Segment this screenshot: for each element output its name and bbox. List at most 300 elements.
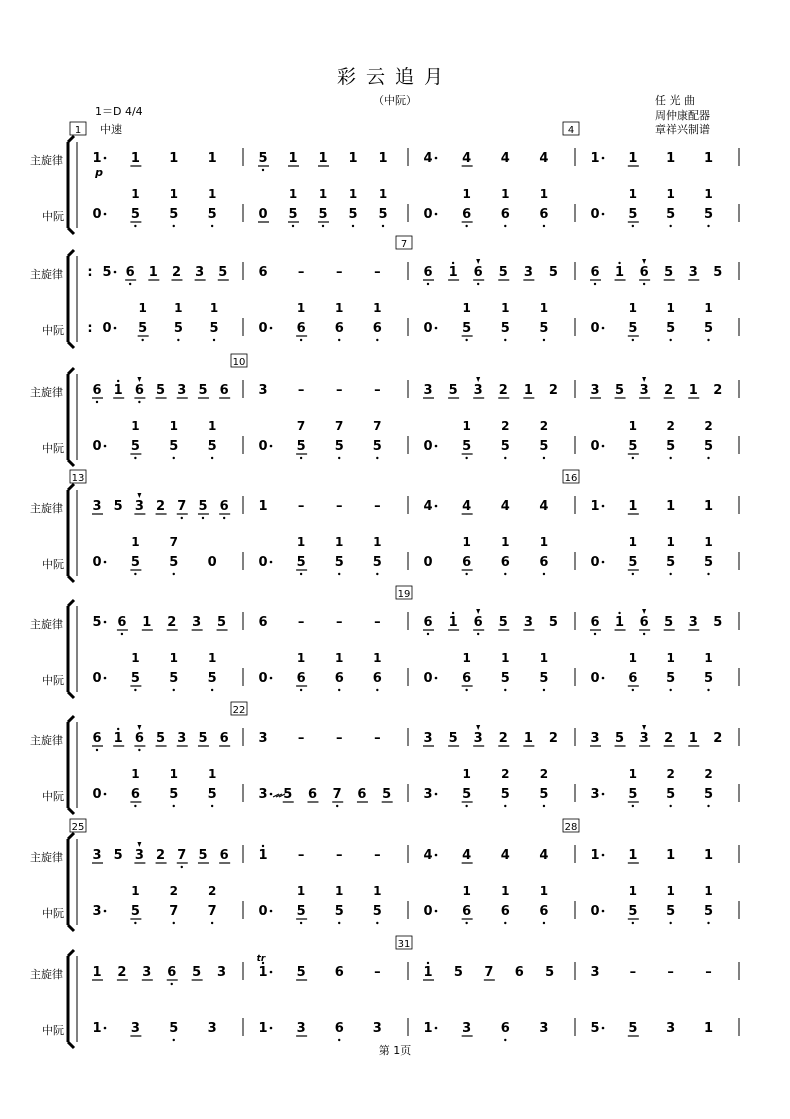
melody-note: –: [297, 383, 305, 398]
melody-note: 1: [628, 848, 638, 863]
melody-note: 5: [713, 615, 723, 630]
melody-note: 1: [423, 965, 433, 980]
accomp-note: 0: [92, 555, 102, 570]
accomp-note: 6: [334, 1021, 344, 1036]
accomp-note: 5: [130, 904, 140, 919]
melody-note: 3: [473, 731, 483, 746]
melody-note: –: [667, 965, 674, 980]
accomp-note: 5: [703, 321, 714, 336]
melody-note: 3: [217, 965, 227, 980]
low-octave-dot: [173, 1039, 175, 1041]
accomp-chord-note: 1: [335, 535, 344, 549]
melody-note: 1: [348, 151, 358, 166]
melody-note: 6: [258, 265, 268, 280]
accomp-chord-note: 1: [704, 651, 713, 665]
augmentation-dot: [270, 910, 273, 913]
accomp-note: 6: [372, 321, 382, 336]
melody-note: 5: [198, 499, 208, 514]
augmentation-dot: [270, 1027, 273, 1030]
melody-note: 3: [142, 965, 152, 980]
melody-note: 3: [639, 731, 649, 746]
low-octave-dot: [594, 283, 596, 285]
accomp-note: 5: [334, 439, 344, 454]
augmentation-dot: [602, 445, 605, 448]
melody-note: 2: [167, 615, 177, 630]
accomp-note: 5: [628, 321, 638, 336]
augmentation-dot: [435, 327, 438, 330]
low-octave-dot: [427, 633, 429, 635]
accomp-chord-note: 1: [704, 301, 713, 315]
melody-note: 1: [615, 615, 625, 630]
augmentation-dot: [602, 505, 605, 508]
low-octave-dot: [465, 805, 467, 807]
melody-note: 3: [134, 848, 144, 863]
low-octave-dot: [543, 339, 545, 341]
accent-mark: [642, 725, 646, 730]
low-octave-dot: [336, 805, 338, 807]
accomp-chord-note: 1: [666, 535, 675, 549]
low-octave-dot: [134, 457, 136, 459]
low-octave-dot: [300, 689, 302, 691]
accomp-note: 5: [169, 787, 179, 802]
accomp-note: 3: [539, 1021, 549, 1036]
accomp-chord-note: 1: [501, 187, 510, 201]
accomp-chord-note: 2: [704, 767, 713, 781]
part-label-melody: 主旋律: [30, 386, 63, 399]
melody-note: 5: [615, 731, 625, 746]
measure-number: 31: [397, 939, 411, 950]
measure-number: 16: [564, 473, 578, 484]
accomp-note: 7: [169, 904, 179, 919]
accomp-note: 5: [703, 904, 714, 919]
high-octave-dot: [618, 262, 620, 264]
accomp-chord-note: 1: [373, 301, 382, 315]
accomp-note: 5: [703, 207, 714, 222]
melody-note: 1: [448, 265, 458, 280]
system-brace: [68, 833, 74, 931]
melody-note: –: [335, 731, 343, 746]
melody-note: 4: [423, 848, 433, 863]
low-octave-dot: [632, 805, 634, 807]
accomp-note: 7: [207, 904, 217, 919]
melody-note: 2: [171, 265, 181, 280]
melody-note: –: [335, 383, 343, 398]
melody-note: 6: [590, 615, 600, 630]
low-octave-dot: [465, 922, 467, 924]
melody-note: 6: [514, 965, 524, 980]
accomp-note: 5: [628, 1021, 638, 1036]
accomp-chord-note: 1: [131, 187, 140, 201]
low-octave-dot: [211, 689, 213, 691]
melody-note: 1: [590, 848, 600, 863]
accomp-note: 5: [296, 555, 306, 570]
accent-mark: [476, 609, 480, 614]
score-title: 彩云追月: [336, 66, 453, 88]
accomp-chord-note: 1: [131, 884, 140, 898]
melody-note: 6: [423, 615, 433, 630]
low-octave-dot: [465, 225, 467, 227]
augmentation-dot: [602, 327, 605, 330]
key-signature: 1＝D 4/4: [95, 105, 143, 118]
melody-note: 5: [113, 499, 123, 514]
melody-note: 1: [590, 499, 600, 514]
accomp-chord-note: 1: [628, 884, 638, 898]
accomp-note: 3: [423, 787, 433, 802]
accomp-chord-note: 1: [288, 187, 298, 201]
low-octave-dot: [543, 573, 545, 575]
accomp-note: 0: [258, 555, 268, 570]
measure-number: 7: [400, 239, 408, 250]
melody-note: 1: [258, 965, 268, 980]
melody-note: 3: [590, 965, 600, 980]
accomp-note: 5: [666, 904, 676, 919]
low-octave-dot: [669, 689, 671, 691]
accomp-note: 3: [666, 1021, 676, 1036]
melody-note: 1: [688, 731, 698, 746]
melody-note: 1: [703, 151, 714, 166]
low-octave-dot: [707, 689, 709, 691]
melody-note: 4: [462, 151, 472, 166]
low-octave-dot: [211, 457, 213, 459]
melody-note: –: [374, 265, 381, 280]
augmentation-dot: [270, 677, 273, 680]
low-octave-dot: [632, 922, 634, 924]
accomp-note: 5: [539, 671, 549, 686]
melody-note: 1: [448, 615, 458, 630]
low-octave-dot: [173, 457, 175, 459]
tempo-marking: 中速: [100, 123, 122, 136]
system-brace: [68, 950, 74, 1048]
melody-note: 5: [664, 615, 674, 630]
melody-note: 1: [142, 615, 152, 630]
low-octave-dot: [171, 983, 173, 985]
melody-note: 7: [177, 499, 187, 514]
high-octave-dot: [117, 380, 119, 382]
low-octave-dot: [96, 749, 98, 751]
melody-note: 3: [590, 731, 600, 746]
accomp-note: 0: [423, 671, 433, 686]
accomp-note: 6: [628, 671, 638, 686]
accomp-note: 5: [666, 787, 676, 802]
melody-note: 1: [148, 265, 158, 280]
low-octave-dot: [504, 689, 506, 691]
accomp-chord-note: 1: [704, 187, 713, 201]
accomp-note: 3: [130, 1021, 140, 1036]
melody-note: 6: [639, 615, 649, 630]
part-label-melody: 主旋律: [30, 618, 63, 631]
accomp-chord-note: 1: [169, 187, 178, 201]
melody-note: 2: [498, 383, 508, 398]
augmentation-dot: [602, 910, 605, 913]
accomp-note: 5: [130, 439, 140, 454]
accomp-chord-note: 2: [169, 884, 178, 898]
accomp-note: 5: [296, 439, 306, 454]
low-octave-dot: [338, 1039, 340, 1041]
low-octave-dot: [376, 689, 378, 691]
accomp-note: 3: [207, 1021, 217, 1036]
transcriber-credit: 章祥兴制谱: [655, 123, 710, 136]
accomp-note: 5: [703, 671, 714, 686]
low-octave-dot: [211, 225, 213, 227]
melody-note: 1: [523, 731, 533, 746]
accomp-chord-note: 1: [207, 187, 217, 201]
melody-note: 3: [258, 731, 268, 746]
augmentation-dot: [104, 793, 107, 796]
accomp-note: 6: [539, 904, 549, 919]
low-octave-dot: [543, 805, 545, 807]
accomp-chord-note: 1: [296, 535, 306, 549]
melody-note: 5: [92, 615, 102, 630]
accomp-chord-note: 1: [462, 767, 471, 781]
arranger-credit: 周仲康配器: [655, 109, 710, 122]
accomp-chord-note: 2: [501, 767, 510, 781]
accomp-note: 6: [462, 904, 472, 919]
accomp-note: 5: [703, 439, 714, 454]
accomp-chord-note: 2: [207, 884, 217, 898]
low-octave-dot: [669, 573, 671, 575]
melody-note: 1: [378, 151, 388, 166]
accomp-chord-note: 1: [335, 884, 344, 898]
part-label-accomp: 中阮: [42, 674, 64, 687]
melody-note: 5: [156, 383, 166, 398]
melody-note: –: [374, 383, 381, 398]
system-brace: [68, 368, 74, 466]
accent-mark: [476, 259, 480, 264]
melody-note: 6: [590, 265, 600, 280]
low-octave-dot: [632, 573, 634, 575]
accomp-chord-note: 1: [462, 419, 471, 433]
low-octave-dot: [543, 689, 545, 691]
accomp-note: 0: [92, 439, 102, 454]
low-octave-dot: [643, 633, 645, 635]
melody-note: 1: [688, 383, 698, 398]
accomp-note: 5: [628, 555, 638, 570]
accomp-chord-note: 1: [628, 419, 638, 433]
low-octave-dot: [322, 225, 324, 227]
melody-note: 3: [92, 848, 102, 863]
part-label-accomp: 中阮: [42, 210, 64, 223]
accomp-note: 5: [462, 787, 472, 802]
accomp-chord-note: 1: [169, 419, 178, 433]
low-octave-dot: [707, 225, 709, 227]
measure-number: 10: [232, 357, 246, 368]
accomp-note: 3: [258, 787, 268, 802]
low-octave-dot: [134, 689, 136, 691]
melody-note: 5: [198, 848, 208, 863]
low-octave-dot: [134, 805, 136, 807]
accomp-note: 5: [666, 555, 676, 570]
melody-note: 5: [156, 731, 166, 746]
accomp-chord-note: 1: [318, 187, 328, 201]
accomp-note: 5: [169, 207, 179, 222]
accomp-note: 5: [209, 321, 219, 336]
augmentation-dot: [270, 561, 273, 564]
melody-note: 5: [296, 965, 306, 980]
melody-note: –: [374, 499, 381, 514]
melody-note: 1: [288, 151, 298, 166]
accomp-note: 3: [372, 1021, 382, 1036]
accomp-note: 0: [207, 555, 217, 570]
accomp-chord-note: 7: [296, 419, 306, 433]
accomp-note: 5: [207, 439, 217, 454]
accomp-note: 5: [372, 904, 382, 919]
melody-note: 4: [539, 848, 549, 863]
melody-note: 5: [198, 383, 208, 398]
accomp-note: 5: [539, 787, 549, 802]
low-octave-dot: [376, 457, 378, 459]
accomp-chord-note: 1: [628, 301, 638, 315]
accent-mark: [137, 725, 141, 730]
accomp-note: 5: [169, 671, 179, 686]
melody-note: 1: [318, 151, 328, 166]
accomp-note: 5: [207, 207, 217, 222]
accomp-note: 1: [423, 1021, 433, 1036]
melody-note: 6: [219, 499, 229, 514]
melody-note: 6: [219, 731, 229, 746]
low-octave-dot: [707, 339, 709, 341]
low-octave-dot: [632, 225, 634, 227]
melody-note: 5: [102, 265, 112, 280]
augmentation-dot: [435, 213, 438, 216]
accomp-note: 5: [138, 321, 148, 336]
accomp-note: 5: [318, 207, 328, 222]
accomp-chord-note: 1: [539, 301, 549, 315]
accomp-chord-note: 1: [169, 651, 178, 665]
melody-note: 2: [117, 965, 127, 980]
accomp-note: 1: [703, 1021, 714, 1036]
accomp-note: 0: [423, 207, 433, 222]
low-octave-dot: [504, 805, 506, 807]
accomp-note: 6: [296, 671, 306, 686]
accomp-chord-note: 1: [131, 535, 140, 549]
accomp-chord-note: 1: [207, 651, 217, 665]
accomp-chord-note: 1: [209, 301, 219, 315]
accomp-note: 5: [334, 555, 344, 570]
melody-note: 3: [688, 265, 698, 280]
accomp-chord-note: 2: [666, 767, 675, 781]
augmentation-dot: [114, 271, 117, 274]
accomp-chord-note: 2: [501, 419, 510, 433]
accomp-chord-note: 1: [373, 535, 382, 549]
melody-note: 3: [192, 615, 202, 630]
low-octave-dot: [707, 573, 709, 575]
low-octave-dot: [211, 922, 213, 924]
augmentation-dot: [435, 793, 438, 796]
low-octave-dot: [707, 805, 709, 807]
accent-mark: [642, 377, 646, 382]
accomp-chord-note: 1: [373, 651, 382, 665]
low-octave-dot: [300, 457, 302, 459]
augmentation-dot: [602, 157, 605, 160]
melody-note: 1: [113, 383, 123, 398]
melody-note: 5: [448, 731, 458, 746]
accomp-chord-note: 1: [296, 301, 306, 315]
melody-note: 6: [473, 265, 483, 280]
accomp-chord-note: 1: [666, 301, 675, 315]
melody-note: 3: [177, 383, 187, 398]
melody-note: 6: [258, 615, 268, 630]
accomp-chord-note: 1: [131, 419, 140, 433]
low-octave-dot: [376, 573, 378, 575]
melody-note: 3: [590, 383, 600, 398]
accomp-note: 5: [590, 1021, 600, 1036]
melody-note: 5: [217, 615, 227, 630]
low-octave-dot: [376, 922, 378, 924]
accomp-chord-note: 1: [501, 884, 510, 898]
accomp-note: 5: [628, 787, 638, 802]
low-octave-dot: [134, 225, 136, 227]
low-octave-dot: [669, 457, 671, 459]
melody-note: 5: [258, 151, 268, 166]
accent-mark: [642, 259, 646, 264]
melody-note: 5: [218, 265, 228, 280]
melody-note: 6: [134, 383, 144, 398]
melody-note: 2: [156, 848, 166, 863]
melody-note: 4: [462, 499, 472, 514]
accomp-note: 0: [258, 207, 268, 222]
accomp-note: 3: [590, 787, 600, 802]
system-brace: [68, 136, 74, 234]
low-octave-dot: [211, 805, 213, 807]
measure-number: 19: [397, 589, 411, 600]
accomp-chord-note: 1: [539, 651, 549, 665]
accomp-note: 7: [332, 787, 342, 802]
accomp-note: 0: [258, 321, 268, 336]
melody-note: 5: [453, 965, 463, 980]
accent-mark: [476, 377, 480, 382]
accomp-chord-note: 1: [462, 187, 471, 201]
accomp-note: 5: [207, 787, 217, 802]
accomp-note: 3: [462, 1021, 472, 1036]
low-octave-dot: [669, 805, 671, 807]
low-octave-dot: [173, 805, 175, 807]
melody-note: 5: [113, 848, 123, 863]
accomp-note: 0: [423, 904, 433, 919]
melody-note: 4: [423, 151, 433, 166]
accomp-chord-note: 1: [378, 187, 388, 201]
measure-number: 13: [71, 473, 85, 484]
melody-note: 6: [167, 965, 177, 980]
augmentation-dot: [270, 793, 273, 796]
melody-note: 3: [523, 615, 533, 630]
accomp-note: 6: [372, 671, 382, 686]
augmentation-dot: [104, 213, 107, 216]
melody-note: 3: [639, 383, 649, 398]
accomp-note: 6: [462, 207, 472, 222]
accomp-note: 5: [288, 207, 298, 222]
augmentation-dot: [435, 445, 438, 448]
measure-number: 1: [74, 125, 82, 136]
melody-note: 4: [462, 848, 472, 863]
accomp-chord-note: 2: [704, 419, 713, 433]
augmentation-dot: [435, 677, 438, 680]
melody-note: 5: [192, 965, 202, 980]
low-octave-dot: [427, 283, 429, 285]
accomp-note: 6: [539, 207, 549, 222]
melody-note: –: [335, 615, 343, 630]
melody-note: 2: [713, 731, 723, 746]
accomp-note: 5: [207, 671, 217, 686]
accomp-note: 5: [500, 321, 510, 336]
low-octave-dot: [134, 573, 136, 575]
part-label-accomp: 中阮: [42, 324, 64, 337]
low-octave-dot: [338, 339, 340, 341]
melody-note: –: [335, 265, 343, 280]
low-octave-dot: [338, 457, 340, 459]
accomp-chord-note: 1: [131, 651, 140, 665]
melody-note: –: [335, 499, 343, 514]
melody-note: –: [705, 965, 712, 980]
